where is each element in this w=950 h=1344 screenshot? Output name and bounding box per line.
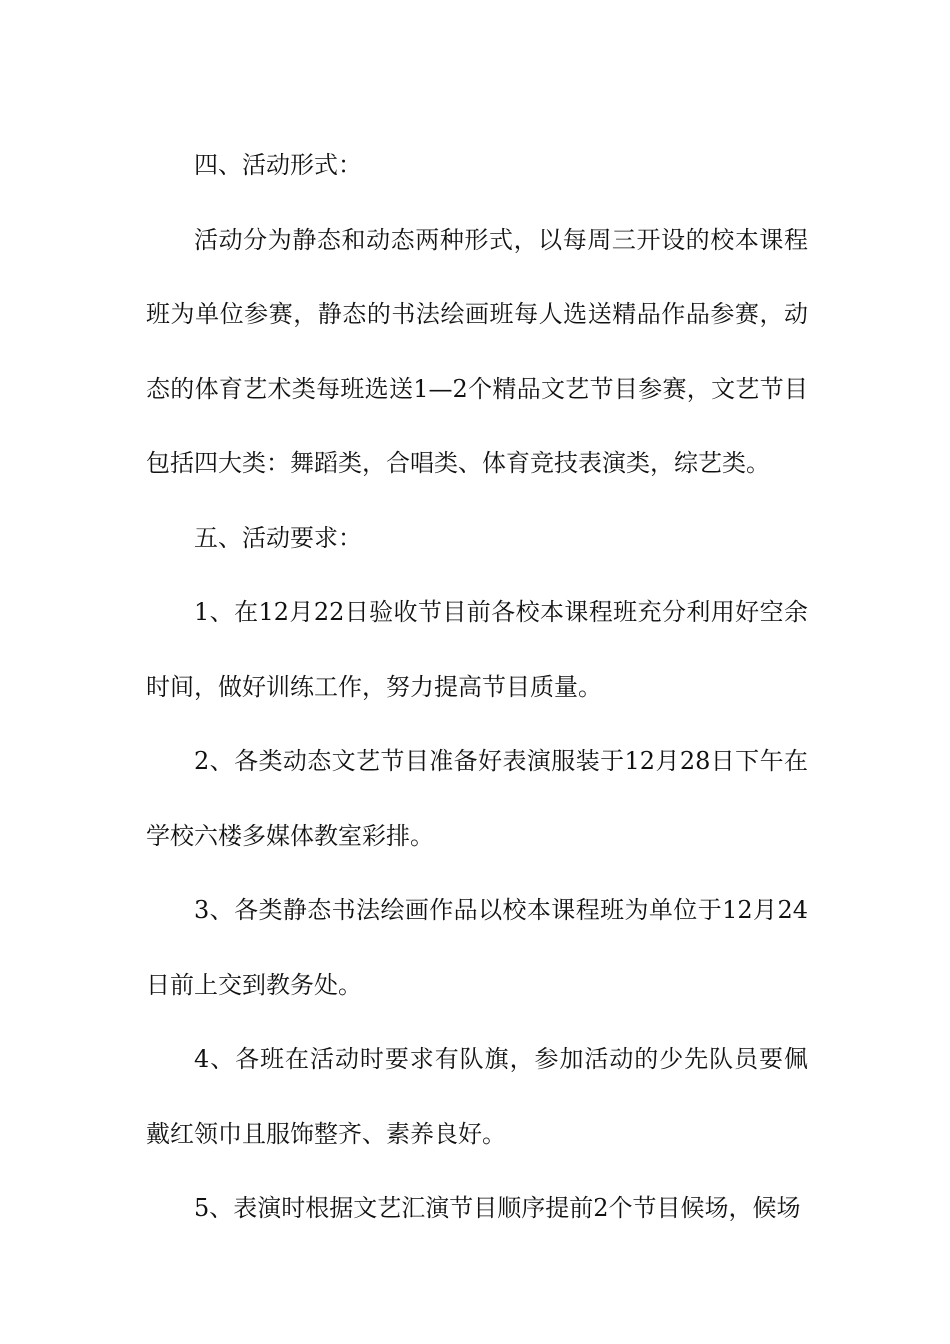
document-body	[146, 128, 808, 1246]
requirement-item-4: 4、各班在活动时要求有队旗，参加活动的少先队员要佩戴红领巾且服饰整齐、素养良好。	[146, 1045, 808, 1148]
requirement-item-3: 3、各类静态书法绘画作品以校本课程班为单位于12月24日前上交到教务处。	[146, 896, 808, 999]
section-heading-activity-requirements: 五、活动要求：	[194, 523, 362, 552]
section-heading-activity-form: 四、活动形式：	[194, 151, 362, 179]
requirement-item-5: 5、表演时根据文艺汇演节目顺序提前2个节目候场，候场	[194, 1194, 801, 1222]
paragraph-activity-form: 活动分为静态和动态两种形式，以每周三开设的校本课程班为单位参赛，静态的书法绘画班每人选送精品作品参赛，动态的体育艺术类每班选送1—2个精品文艺节目参赛，文艺节目包括四大类：舞蹈类，合唱类、体育竞技表演类，综艺类。	[146, 225, 808, 477]
requirement-item-1: 1、在12月22日验收节目前各校本课程班充分利用好空余时间，做好训练工作，努力提高节目质量。	[146, 598, 808, 701]
requirement-item-2: 2、各类动态文艺节目准备好表演服装于12月28日下午在学校六楼多媒体教室彩排。	[146, 747, 808, 850]
